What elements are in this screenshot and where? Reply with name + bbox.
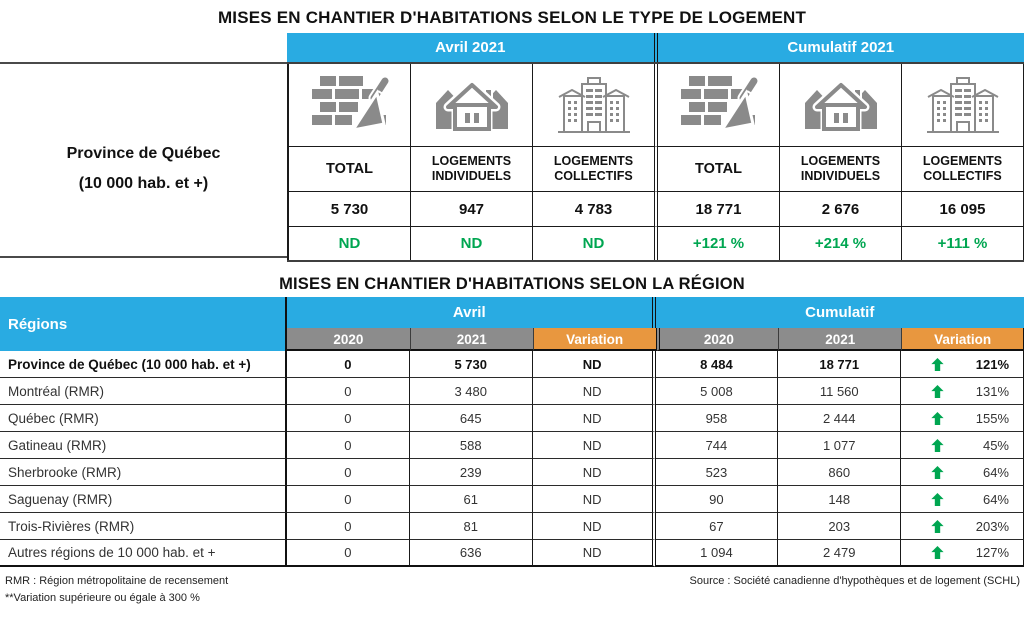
table1-group-header-avril: Avril 2021 <box>287 33 654 62</box>
cumul-2020-cell: 90 <box>656 486 779 513</box>
cumul-variation-value: 203% <box>975 518 1009 534</box>
up-arrow-icon <box>931 466 944 479</box>
cumul-2021-cell: 203 <box>778 513 901 540</box>
house-icon <box>803 77 879 133</box>
region-name-cell: Montréal (RMR) <box>0 378 287 405</box>
table1-variation-cell: +214 % <box>779 227 901 260</box>
table1-value-cell: 16 095 <box>901 192 1024 227</box>
regions-column-header: Régions <box>0 297 287 351</box>
table1-value-cell: 18 771 <box>654 192 779 227</box>
region-name-cell: Autres régions de 10 000 hab. et + <box>0 540 287 567</box>
cumul-2021-cell: 11 560 <box>778 378 901 405</box>
avril-2020-cell: 0 <box>287 459 410 486</box>
table1-icon-row <box>287 62 1024 147</box>
up-arrow-icon <box>931 493 944 506</box>
up-arrow-icon <box>931 358 944 371</box>
avril-2021-cell: 5 730 <box>410 351 533 378</box>
table1-column-header: LOGEMENTS COLLECTIFS <box>532 147 654 192</box>
avril-2021-cell: 588 <box>410 432 533 459</box>
up-arrow-icon <box>931 385 944 398</box>
apartment-building-icon <box>925 76 1001 134</box>
cumul-2021-cell: 2 444 <box>778 405 901 432</box>
up-arrow-icon <box>931 412 944 425</box>
avril-variation-cell: ND <box>533 540 656 567</box>
up-arrow-icon <box>931 466 944 479</box>
cumul-variation-cell <box>901 486 1024 513</box>
footnote-source: Source : Société canadienne d'hypothèques et de logement (SCHL) <box>689 575 1020 587</box>
cumul-variation-value: 155% <box>975 410 1009 426</box>
table1-variation-cell: +111 % <box>901 227 1024 260</box>
up-arrow-icon <box>931 493 944 506</box>
avril-variation-cell: ND <box>533 378 656 405</box>
table1-variation-cell: ND <box>287 227 410 260</box>
housing-type-table <box>0 33 1024 262</box>
table1-variation-cell: ND <box>410 227 532 260</box>
table1-value-cell: 4 783 <box>532 192 654 227</box>
table2-title: MISES EN CHANTIER D'HABITATIONS SELON LA RÉGION <box>279 275 745 293</box>
subheader-avril-2021: 2021 <box>410 328 533 351</box>
cumul-2021-cell: 148 <box>778 486 901 513</box>
region-name-cell: Trois-Rivières (RMR) <box>0 513 287 540</box>
table1-value-cell: 947 <box>410 192 532 227</box>
avril-2021-cell: 3 480 <box>410 378 533 405</box>
cumul-variation-value: 64% <box>982 464 1009 480</box>
table1-value-cell: 2 676 <box>779 192 901 227</box>
table2-group-header-cumulatif: Cumulatif <box>656 297 1024 328</box>
table2-group-header-avril: Avril <box>287 297 656 328</box>
bricks-trowel-icon <box>679 76 759 134</box>
cumul-variation-cell <box>901 513 1024 540</box>
region-name-cell: Sherbrooke (RMR) <box>0 459 287 486</box>
up-arrow-icon <box>931 385 944 398</box>
table1-column-header-row <box>287 147 1024 192</box>
table1-icon-cell <box>532 64 654 147</box>
table1-group-header-cumulatif: Cumulatif 2021 <box>654 33 1024 62</box>
region-name-cell: Québec (RMR) <box>0 405 287 432</box>
cumul-variation-cell <box>901 432 1024 459</box>
cumul-variation-value: 121% <box>975 356 1009 372</box>
up-arrow-icon <box>931 358 944 371</box>
regions-table <box>0 297 1024 567</box>
avril-2020-cell: 0 <box>287 486 410 513</box>
table1-variation-cell: ND <box>532 227 654 260</box>
cumul-2020-cell: 744 <box>656 432 779 459</box>
up-arrow-icon <box>931 546 944 559</box>
cumul-variation-cell <box>901 459 1024 486</box>
table1-group-header-row <box>287 33 1024 62</box>
avril-variation-cell: ND <box>533 432 656 459</box>
table1-icon-cell <box>287 64 410 147</box>
up-arrow-icon <box>931 439 944 452</box>
cumul-2021-cell: 1 077 <box>778 432 901 459</box>
cumul-2021-cell: 860 <box>778 459 901 486</box>
table1-value-row <box>287 192 1024 227</box>
table1-column-header: LOGEMENTS INDIVIDUELS <box>779 147 901 192</box>
table1-variation-row <box>287 227 1024 262</box>
table1-value-cell: 5 730 <box>287 192 410 227</box>
table1-variation-cell: +121 % <box>654 227 779 260</box>
table1-column-header: TOTAL <box>287 147 410 192</box>
cumul-2020-cell: 958 <box>656 405 779 432</box>
avril-2020-cell: 0 <box>287 405 410 432</box>
subheader-cumul-variation: Variation <box>901 328 1024 351</box>
avril-2021-cell: 61 <box>410 486 533 513</box>
apartment-building-icon <box>556 76 632 134</box>
cumul-variation-value: 127% <box>975 545 1009 560</box>
table1-row-label-line1: Province de Québec <box>66 145 221 162</box>
footnotes <box>0 573 1024 607</box>
avril-2021-cell: 81 <box>410 513 533 540</box>
avril-2020-cell: 0 <box>287 351 410 378</box>
table1-column-header: TOTAL <box>654 147 779 192</box>
house-icon <box>434 77 510 133</box>
avril-variation-cell: ND <box>533 459 656 486</box>
subheader-cumul-2021: 2021 <box>778 328 901 351</box>
avril-2020-cell: 0 <box>287 513 410 540</box>
avril-2021-cell: 239 <box>410 459 533 486</box>
cumul-2020-cell: 523 <box>656 459 779 486</box>
cumul-variation-value: 45% <box>982 437 1009 453</box>
up-arrow-icon <box>931 412 944 425</box>
region-name-cell: Province de Québec (10 000 hab. et +) <box>0 351 287 378</box>
table1-icon-cell <box>654 64 779 147</box>
cumul-variation-cell <box>901 540 1024 567</box>
cumul-2021-cell: 2 479 <box>778 540 901 567</box>
table1-icon-cell <box>779 64 901 147</box>
table1-row-label-line2: (10 000 hab. et +) <box>78 175 209 192</box>
avril-2020-cell: 0 <box>287 378 410 405</box>
cumul-variation-cell <box>901 351 1024 378</box>
table1-row-label <box>0 62 287 258</box>
avril-2020-cell: 0 <box>287 432 410 459</box>
footnote-variation: **Variation supérieure ou égale à 300 % <box>5 592 200 604</box>
avril-2021-cell: 645 <box>410 405 533 432</box>
up-arrow-icon <box>931 520 944 533</box>
subheader-avril-2020: 2020 <box>287 328 410 351</box>
table1-column-header: LOGEMENTS INDIVIDUELS <box>410 147 532 192</box>
table1-label-spacer <box>0 33 287 62</box>
cumul-2020-cell: 5 008 <box>656 378 779 405</box>
up-arrow-icon <box>931 520 944 533</box>
bricks-trowel-icon <box>310 76 390 134</box>
table1-icon-cell <box>410 64 532 147</box>
cumul-variation-value: 64% <box>982 491 1009 507</box>
up-arrow-icon <box>931 546 944 559</box>
cumul-variation-cell <box>901 378 1024 405</box>
avril-2021-cell: 636 <box>410 540 533 567</box>
avril-2020-cell: 0 <box>287 540 410 567</box>
cumul-2021-cell: 18 771 <box>778 351 901 378</box>
avril-variation-cell: ND <box>533 486 656 513</box>
table1-data-section <box>287 33 1024 262</box>
region-name-cell: Saguenay (RMR) <box>0 486 287 513</box>
subheader-cumul-2020: 2020 <box>656 328 779 351</box>
table1-column-header: LOGEMENTS COLLECTIFS <box>901 147 1024 192</box>
region-name-cell: Gatineau (RMR) <box>0 432 287 459</box>
cumul-variation-value: 131% <box>975 383 1009 399</box>
subheader-avril-variation: Variation <box>533 328 656 351</box>
footnotes-left <box>5 573 228 607</box>
cumul-2020-cell: 8 484 <box>656 351 779 378</box>
avril-variation-cell: ND <box>533 405 656 432</box>
avril-variation-cell: ND <box>533 513 656 540</box>
cumul-2020-cell: 1 094 <box>656 540 779 567</box>
table1-icon-cell <box>901 64 1024 147</box>
table1-label-column <box>0 33 287 262</box>
up-arrow-icon <box>931 439 944 452</box>
footnote-rmr: RMR : Région métropolitaine de recensement <box>5 575 229 587</box>
cumul-2020-cell: 67 <box>656 513 779 540</box>
table1-title: MISES EN CHANTIER D'HABITATIONS SELON LE TYPE DE LOGEMENT <box>217 8 807 27</box>
cumul-variation-cell <box>901 405 1024 432</box>
avril-variation-cell: ND <box>533 351 656 378</box>
